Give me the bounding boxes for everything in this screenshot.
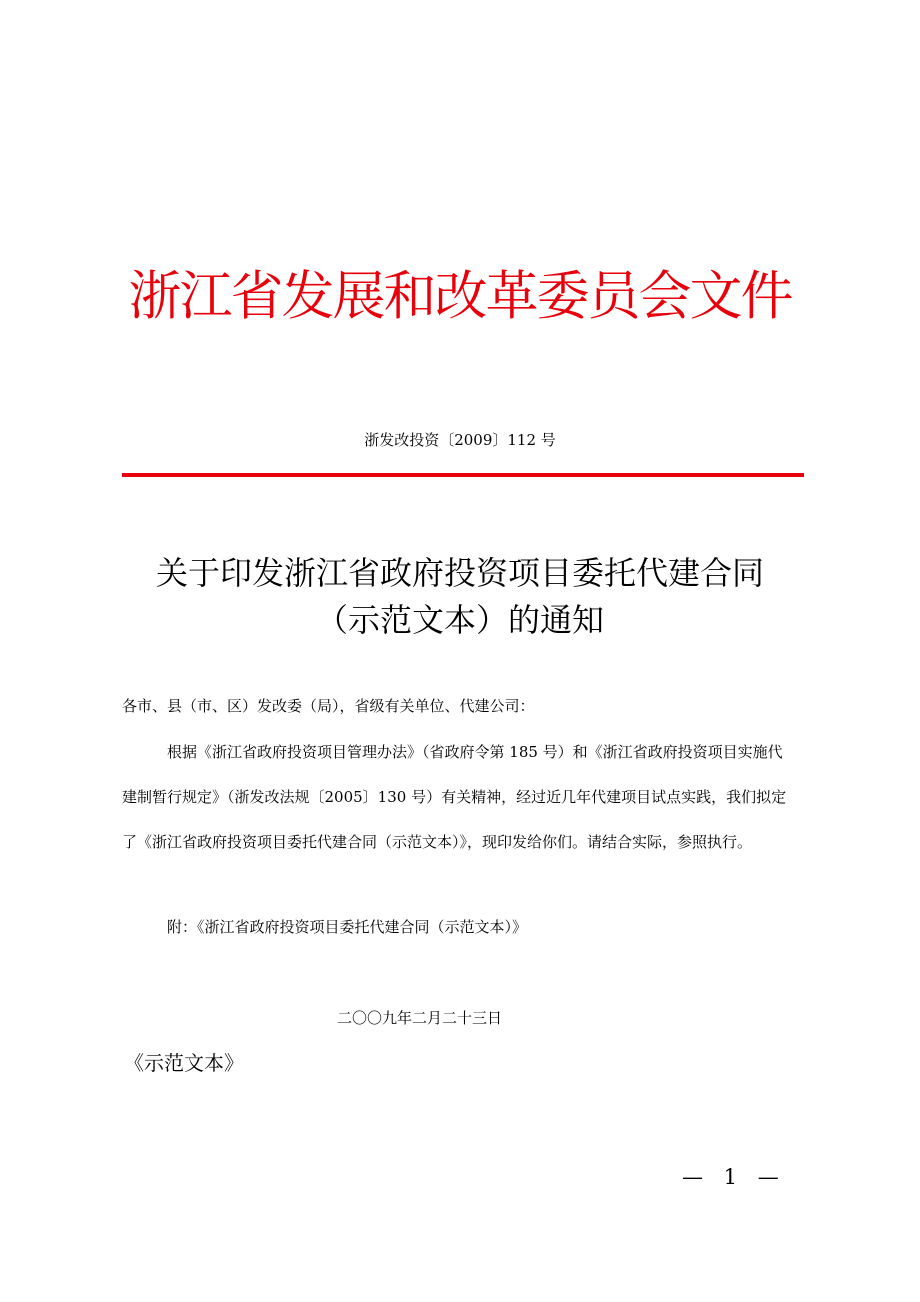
attachment-note: 附：《浙江省政府投资项目委托代建合同（示范文本）》 [167,918,528,936]
body-paragraph-line-1: 根据《浙江省政府投资项目管理办法》（省政府令第 185 号）和《浙江省政府投资项目实施代 [167,743,783,761]
document-number: 浙发改投资〔2009〕112 号 [364,431,556,449]
issuing-authority-header: 浙江省发展和改革委员会文件 [128,266,792,327]
body-paragraph-line-2: 建制暂行规定》（浙发改法规〔2005〕130 号）有关精神，经过近几年代建项目试点实践，我们拟定 [122,788,787,806]
body-paragraph-line-3: 了《浙江省政府投资项目委托代建合同（示范文本）》，现印发给你们。请结合实际，参照执行。 [122,833,753,851]
salutation: 各市、县（市、区）发改委（局），省级有关单位、代建公司： [122,697,535,715]
issue-date: 二〇〇九年二月二十三日 [337,1009,503,1027]
red-divider-line [122,473,804,477]
page-number: — 1 — [682,1165,779,1189]
sample-text-label: 《示范文本》 [124,1051,244,1075]
notice-title-line-2: （示范文本）的通知 [315,601,604,639]
notice-title-line-1: 关于印发浙江省政府投资项目委托代建合同 [155,554,764,592]
